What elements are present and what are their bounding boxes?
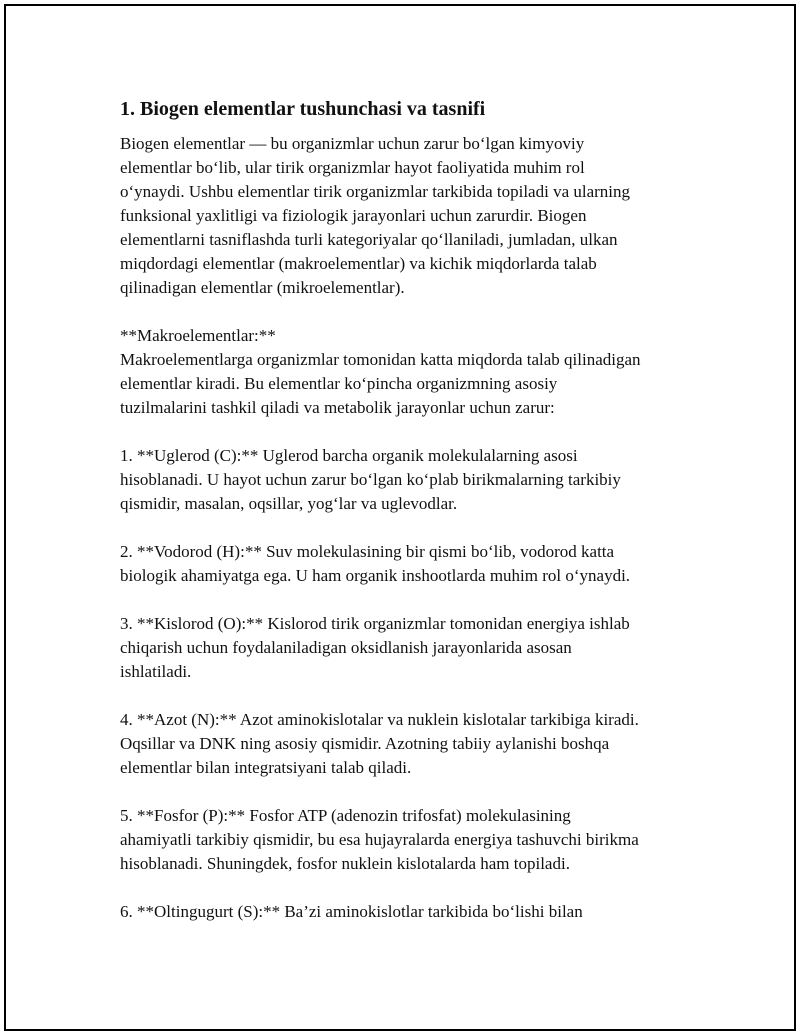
intro-paragraph: Biogen elementlar — bu organizmlar uchun zarur bo‘lgan kimyoviy elementlar bo‘lib, ular tirik organizmlar hayot faoliyatida muhim rol o‘ynaydi. Ushbu elementlar tirik organizmlar tarkibida topiladi va ularning funksional yaxlitligi va fiziologik jarayonlari uchun zarurdir. Biogen elementlarni tasniflashda turli kategoriyalar qo‘llaniladi, jumladan, ulkan miqdordagi elementlar (makroelementlar) va kichik miqdorlarda talab qilinadigan elementlar (mikroelementlar). xyxy=(120,134,631,297)
list-item-vodorod: 2. **Vodorod (H):** Suv molekulasining bir qismi bo‘lib, vodorod katta biologik ahamiyatga ega. U ham organik inshootlarda muhim rol o‘ynaydi. xyxy=(120,542,631,585)
list-item-oltingugurt: 6. **Oltingugurt (S):** Ba’zi aminokislotlar tarkibida bo‘lishi bilan xyxy=(120,902,583,921)
document-page xyxy=(4,4,796,1031)
list-item-fosfor: 5. **Fosfor (P):** Fosfor ATP (adenozin trifosfat) molekulasining ahamiyatli tarkibiy qismidir, bu esa hujayralarda energiya tashuvchi birikma hisoblanadi. Shuningdek, fosfor nuklein kislotalarda ham topiladi. xyxy=(120,806,639,873)
list-item-kislorod: 3. **Kislorod (O):** Kislorod tirik organizmlar tomonidan energiya ishlab chiqarish uchun foydalaniladigan oksidlanish jarayonlarida asosan ishlatiladi. xyxy=(120,614,630,681)
section-heading: 1. Biogen elementlar tushunchasi va tasnifi xyxy=(120,98,486,120)
list-item-uglerod: 1. **Uglerod (C):** Uglerod barcha organik molekulalarning asosi hisoblanadi. U hayot uchun zarur bo‘lgan ko‘plab birikmalarning tarkibiy qismidir, masalan, oqsillar, yog‘lar va uglevodlar. xyxy=(120,446,621,513)
makroelementlar-paragraph: **Makroelementlar:** Makroelementlarga organizmlar tomonidan katta miqdorda talab qilinadigan elementlar kiradi. Bu elementlar ko‘pincha organizmning asosiy tuzilmalarini tashkil qiladi va metabolik jarayonlar uchun zarur: xyxy=(120,326,641,417)
list-item-azot: 4. **Azot (N):** Azot aminokislotalar va nuklein kislotalar tarkibiga kiradi. Oqsillar va DNK ning asosiy qismidir. Azotning tabiiy aylanishi boshqa elementlar bilan integratsiyani talab qiladi. xyxy=(120,710,639,777)
document-body xyxy=(120,96,690,948)
